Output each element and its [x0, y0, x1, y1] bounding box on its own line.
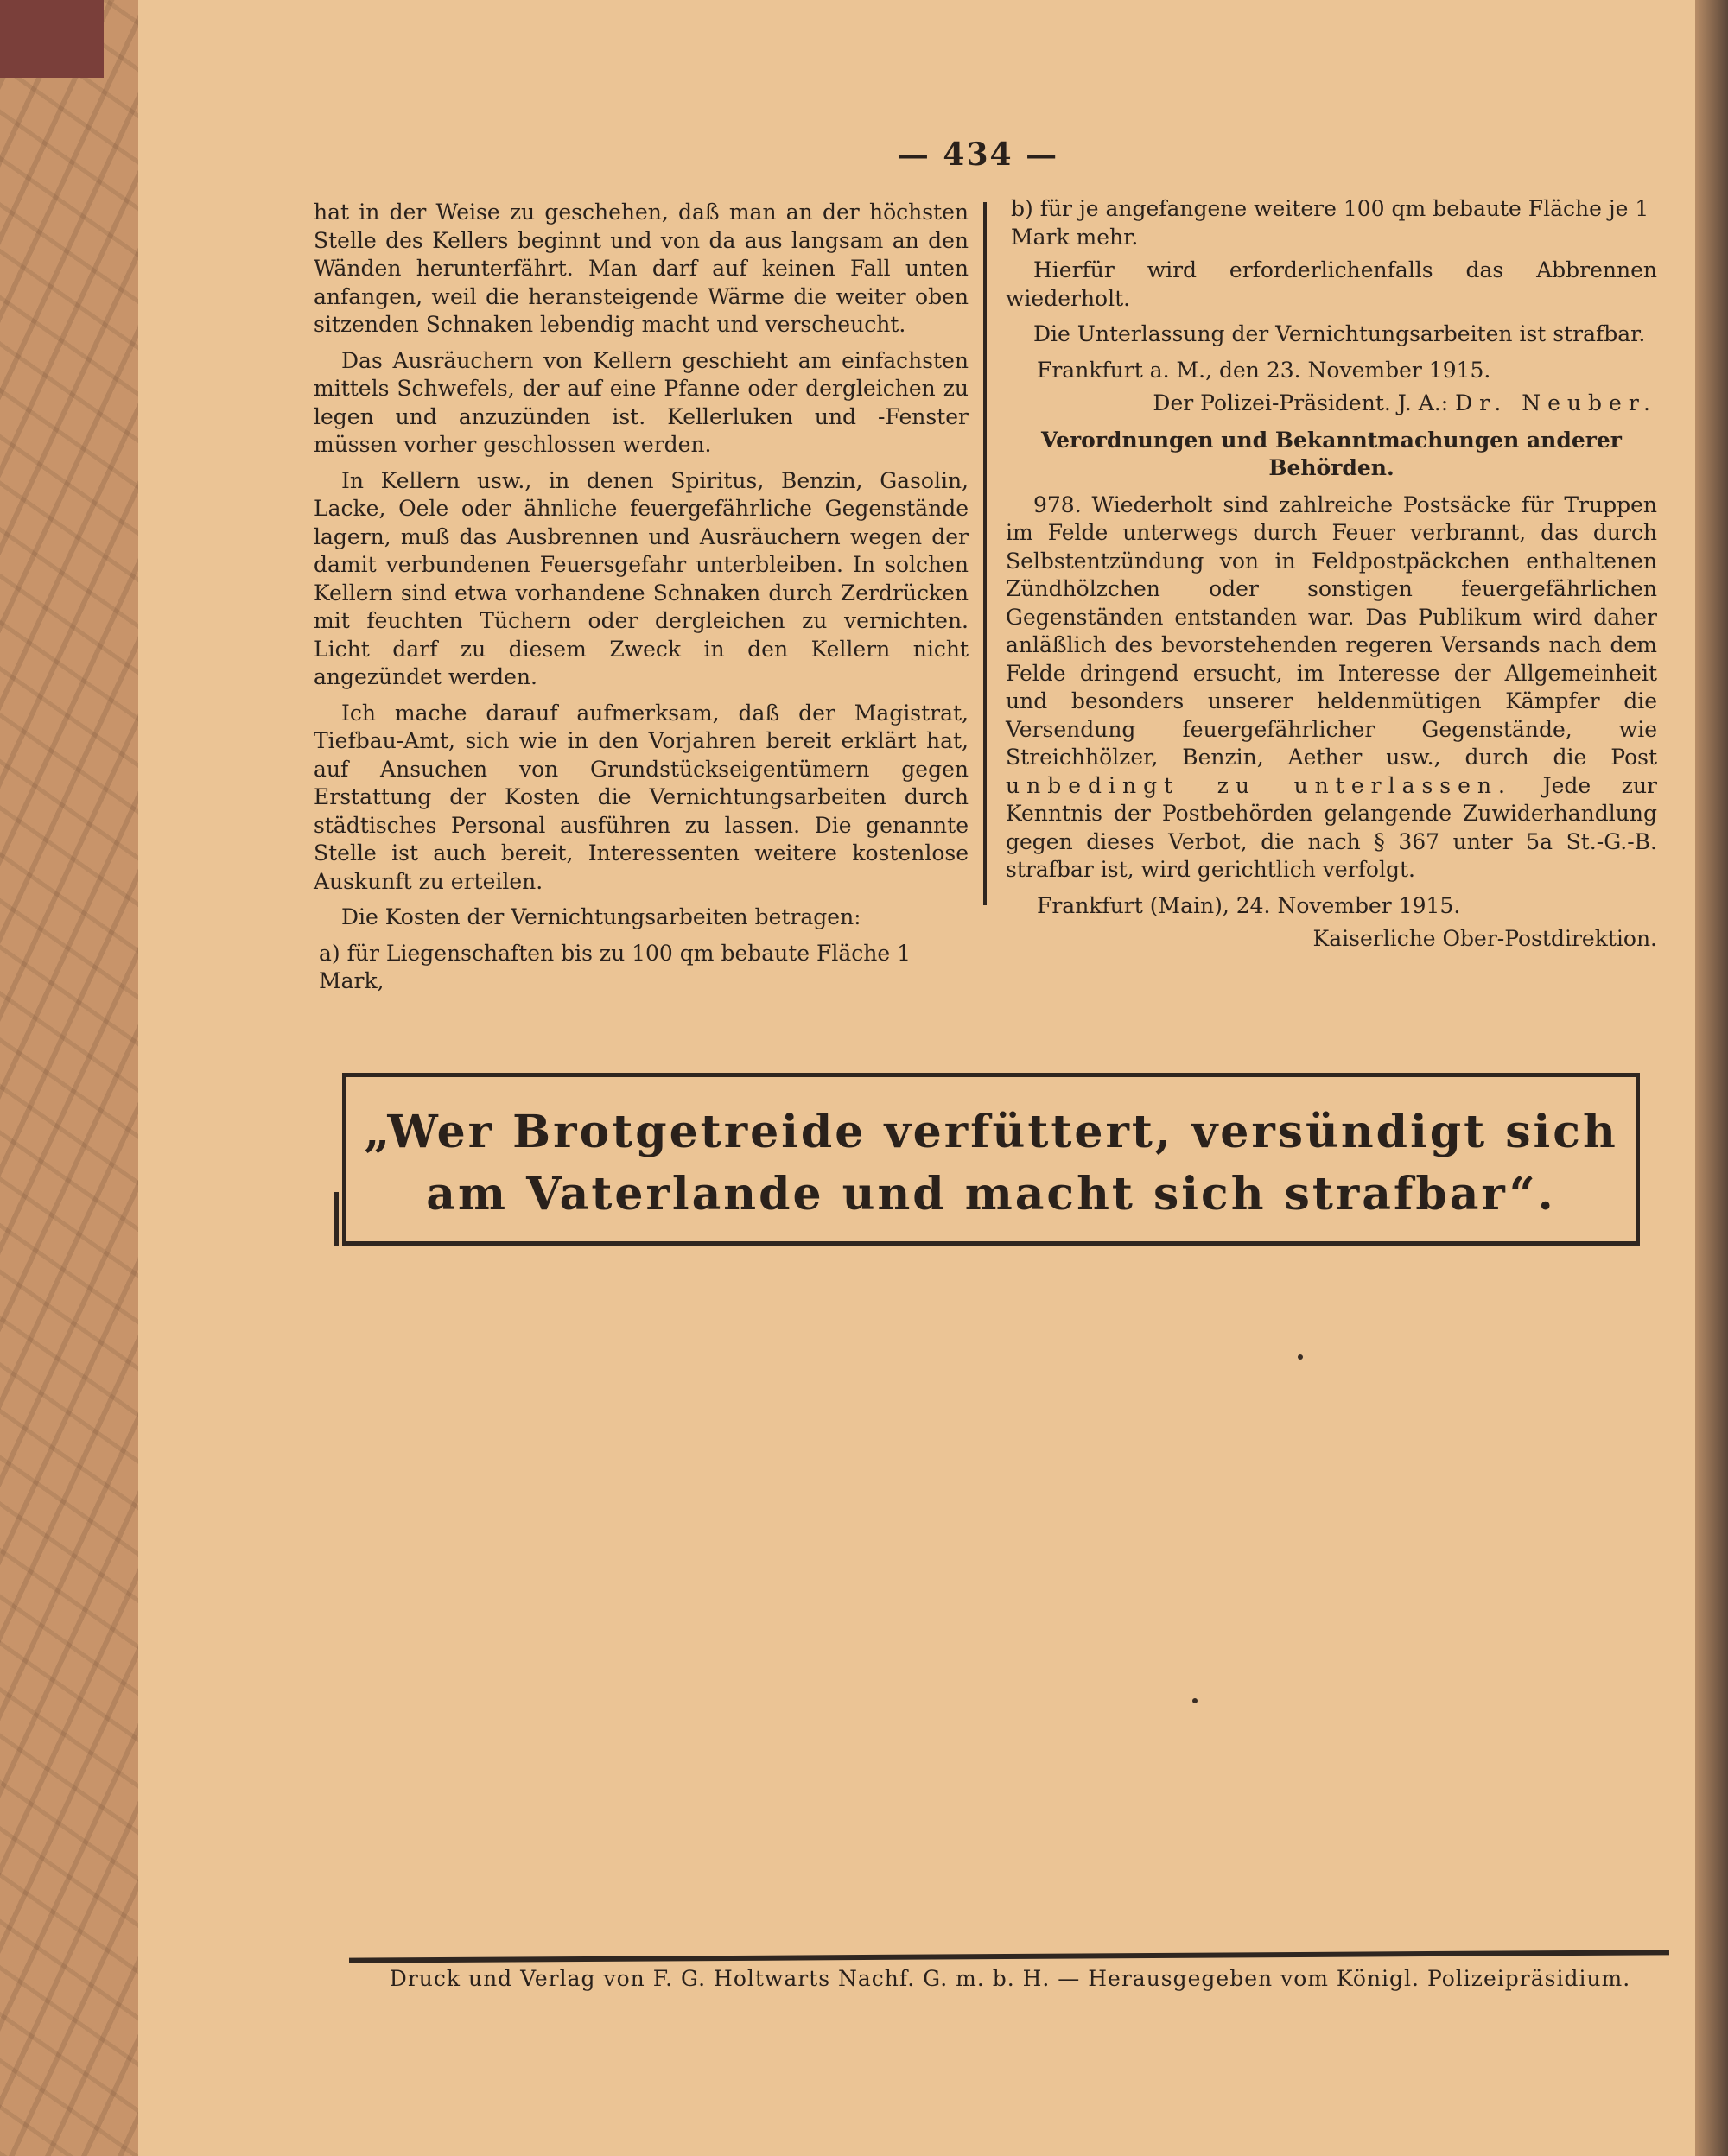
signature-1 — [1006, 390, 1657, 418]
boxed-notice-line-2: am Vaterlande und macht sich strafbar“. — [426, 1168, 1556, 1221]
left-paragraph-5: Die Kosten der Vernichtungsarbeiten betragen: — [341, 904, 861, 929]
right-column — [1006, 195, 1657, 959]
notice-978-emphasis: unbedingt zu unterlassen. — [1006, 772, 1512, 798]
page-right-edge — [1695, 0, 1728, 2156]
left-paragraph-1: hat in der Weise zu geschehen, daß man an der höchsten Stelle des Kellers beginnt und von da aus langsam an den Wänden herunterfährt. Man darf auf keinen Fall unten anfangen, weil die heransteigende Wärme die weiter oben sitzenden Schnaken lebendig macht und verscheucht. — [314, 200, 969, 337]
notice-978-text-start: 978. Wiederholt sind zahlreiche Postsäcke für Truppen im Felde unterwegs durch Feuer verbrannt, das durch Selbstentzündung von in Feldpostpäckchen enthaltenen Zündhölzchen oder sonstigen feuergefährlichen Gegenständen entstanden war. Das Publikum wird daher anläßlich des bevorstehenden regeren Versands nach dem Felde dringend ersucht, im Interesse der Allgemeinheit und besonders unserer heldenmütigen Kämpfer die Versendung feuergefährlicher Gegenstände, wie Streichhölzer, Benzin, Aether usw., durch die Post — [1006, 491, 1657, 770]
section-heading: Verordnungen und Bekanntmachungen anderer Behörden. — [1041, 427, 1622, 480]
page-number: — 434 — — [897, 136, 1059, 173]
left-paragraph-4: Ich mache darauf aufmerksam, daß der Magistrat, Tiefbau-Amt, sich wie in den Vorjahren bereit erklärt hat, auf Ansuchen von Grundstückseigentümern gegen Erstattung der Kosten die Vernichtungsarbeiten durch städtisches Personal ausführen zu lassen. Die genannte Stelle ist auch bereit, Interessenten weitere kostenlose Auskunft zu erteilen. — [314, 700, 969, 894]
box-edge-mark — [334, 1192, 339, 1246]
left-column — [314, 199, 969, 1001]
notice-978-text-end: Jede zur Kenntnis der Postbehörden gelangende Zuwiderhandlung gegen dieses Verbot, die nach § 367 unter 5a St.-G.-B. strafbar ist, wird gerichtlich verfolgt. — [1006, 772, 1657, 882]
binding-cloth-corner — [0, 0, 104, 78]
book-binding-edge — [0, 0, 141, 2156]
signature-2: Kaiserliche Ober-Postdirektion. — [1312, 926, 1657, 951]
boxed-notice-text — [346, 1101, 1636, 1226]
right-paragraph-2: Die Unterlassung der Vernichtungsarbeiten ist strafbar. — [1033, 321, 1646, 346]
cost-item-a: a) für Liegenschaften bis zu 100 qm bebaute Fläche 1 Mark, — [319, 940, 912, 993]
left-paragraph-2: Das Ausräuchern von Kellern geschieht am einfachsten mittels Schwefels, der auf eine Pfanne oder dergleichen zu legen und anzuzünden ist. Kellerluken und -Fenster müssen vorher geschlossen werden. — [314, 347, 969, 457]
column-divider — [983, 202, 987, 905]
left-paragraph-3: In Kellern usw., in denen Spiritus, Benzin, Gasolin, Lacke, Oele oder ähnliche feuergefährliche Gegenstände lagern, muß das Ausbrennen und Ausräuchern wegen der damit verbundenen Feuersgefahr unterbleiben. In solchen Kellern sind etwa vorhandene Schnaken durch Zerdrücken mit feuchten Tüchern oder dergleichen zu vernichten. Licht darf zu diesem Zweck in den Kellern nicht angezündet werden. — [314, 467, 969, 689]
signature-1-prefix: Der Polizei-Präsident. J. A.: — [1153, 390, 1449, 415]
dateline-2: Frankfurt (Main), 24. November 1915. — [1037, 892, 1461, 918]
boxed-notice — [342, 1073, 1640, 1246]
ink-speck — [1298, 1354, 1303, 1360]
dateline-1: Frankfurt a. M., den 23. November 1915. — [1037, 357, 1491, 383]
boxed-notice-line-1: „Wer Brotgetreide verfüttert, versündigt sich — [364, 1106, 1618, 1158]
imprint-footer: Druck und Verlag von F. G. Holtwarts Nachf. G. m. b. H. — Herausgegeben vom Königl. Polizeipräsidium. — [389, 1966, 1631, 1991]
cost-item-b: b) für je angefangene weitere 100 qm bebaute Fläche je 1 Mark mehr. — [1011, 196, 1649, 250]
ink-speck — [1192, 1698, 1198, 1703]
notice-978 — [1006, 491, 1657, 885]
right-paragraph-1: Hierfür wird erforderlichenfalls das Abbrennen wiederholt. — [1006, 257, 1657, 311]
signature-1-name: Dr. Neuber. — [1455, 390, 1657, 415]
